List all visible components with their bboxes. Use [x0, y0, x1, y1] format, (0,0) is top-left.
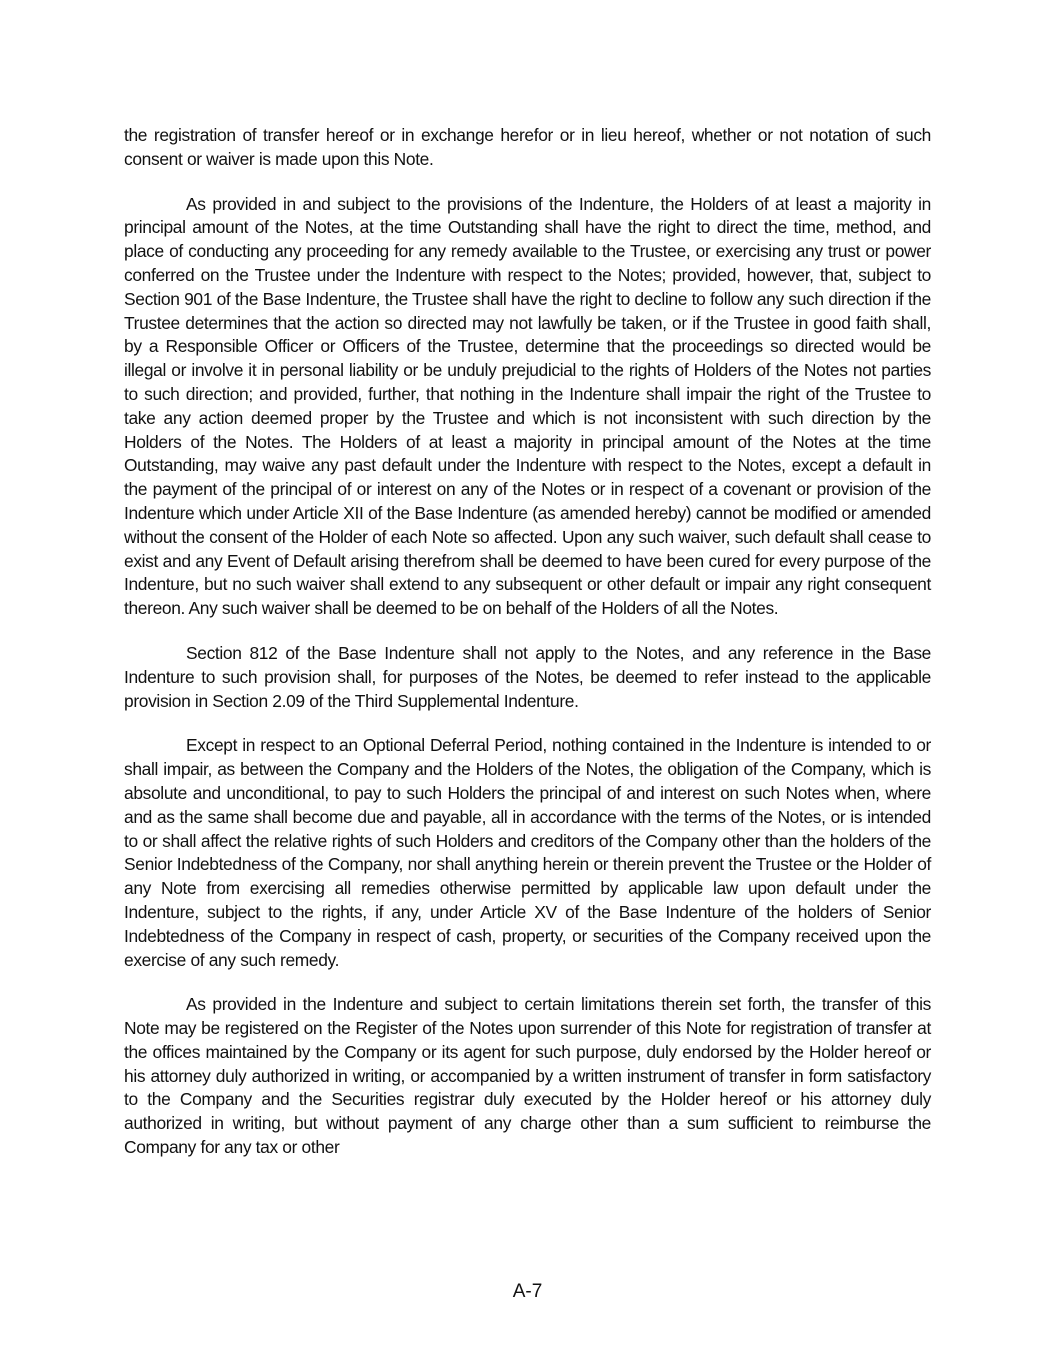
paragraph-transfer: As provided in the Indenture and subject to certain limitations therein set forth, the transfer of this Note may be registered on the Register of the Notes upon surrender of this Note for registration of transfer at the offices maintained by the Company or its agent for such purpose, duly endorsed by the Holder hereof or his attorney duly authorized in writing, or accompanied by a written instrument of transfer in form satisfactory to the Company and the Securities registrar duly executed by the Holder hereof or his attorney duly authorized in writing, but without payment of any charge other than a sum sufficient to reimburse the Company for any tax or other [124, 994, 931, 1158]
document-body [124, 124, 931, 1160]
paragraph-section-812: Section 812 of the Base Indenture shall not apply to the Notes, and any reference in the Base Indenture to such provision shall, for purposes of the Notes, be deemed to refer instead to the applicable provision in Section 2.09 of the Third Supplemental Indenture. [124, 642, 931, 711]
paragraph-continuation: the registration of transfer hereof or in exchange herefor or in lieu hereof, whether or not notation of such consent or waiver is made upon this Note. [124, 125, 931, 169]
paragraph-optional-deferral: Except in respect to an Optional Deferral Period, nothing contained in the Indenture is intended to or shall impair, as between the Company and the Holders of the Notes, the obligation of the Company, which is absolute and unconditional, to pay to such Holders the principal of and interest on such Notes when, where and as the same shall become due and payable, all in accordance with the terms of the Notes, or is intended to or shall affect the relative rights of such Holders and creditors of the Company other than the holders of the Senior Indebtedness of the Company, nor shall anything herein or therein prevent the Trustee or the Holder of any Note from exercising all remedies otherwise permitted by applicable law upon default under the Indenture, subject to the rights, if any, under Article XV of the Base Indenture of the holders of Senior Indebtedness of the Company in respect of cash, property, or securities of the Company received upon the exercise of any such remedy. [124, 735, 931, 970]
page-number: A-7 [512, 1281, 543, 1302]
paragraph-holders-direction: As provided in and subject to the provisions of the Indenture, the Holders of at least a majority in principal amount of the Notes, at the time Outstanding shall have the right to direct the time, method, and place of conducting any proceeding for any remedy available to the Trustee, or exercising any trust or power conferred on the Trustee under the Indenture with respect to the Notes; provided, however, that, subject to Section 901 of the Base Indenture, the Trustee shall have the right to decline to follow any such direction if the Trustee determines that the action so directed may not lawfully be taken, or if the Trustee in good faith shall, by a Responsible Officer or Officers of the Trustee, determine that the proceedings so directed would be illegal or involve it in personal liability or be unduly prejudicial to the rights of Holders of the Notes not parties to such direction; and provided, further, that nothing in the Indenture shall impair the right of the Trustee to take any action deemed proper by the Trustee and which is not inconsistent with such direction by the Holders of the Notes. The Holders of at least a majority in principal amount of the Notes at the time Outstanding, may waive any past default under the Indenture with respect to the Notes, except a default in the payment of the principal of or interest on any of the Notes or in respect of a covenant or provision of the Indenture which under Article XII of the Base Indenture (as amended hereby) cannot be modified or amended without the consent of the Holder of each Note so affected. Upon any such waiver, such default shall cease to exist and any Event of Default arising therefrom shall be deemed to have been cured for every purpose of the Indenture, but no such waiver shall extend to any subsequent or other default or impair any right consequent thereon. Any such waiver shall be deemed to be on behalf of the Holders of all the Notes. [124, 193, 931, 619]
